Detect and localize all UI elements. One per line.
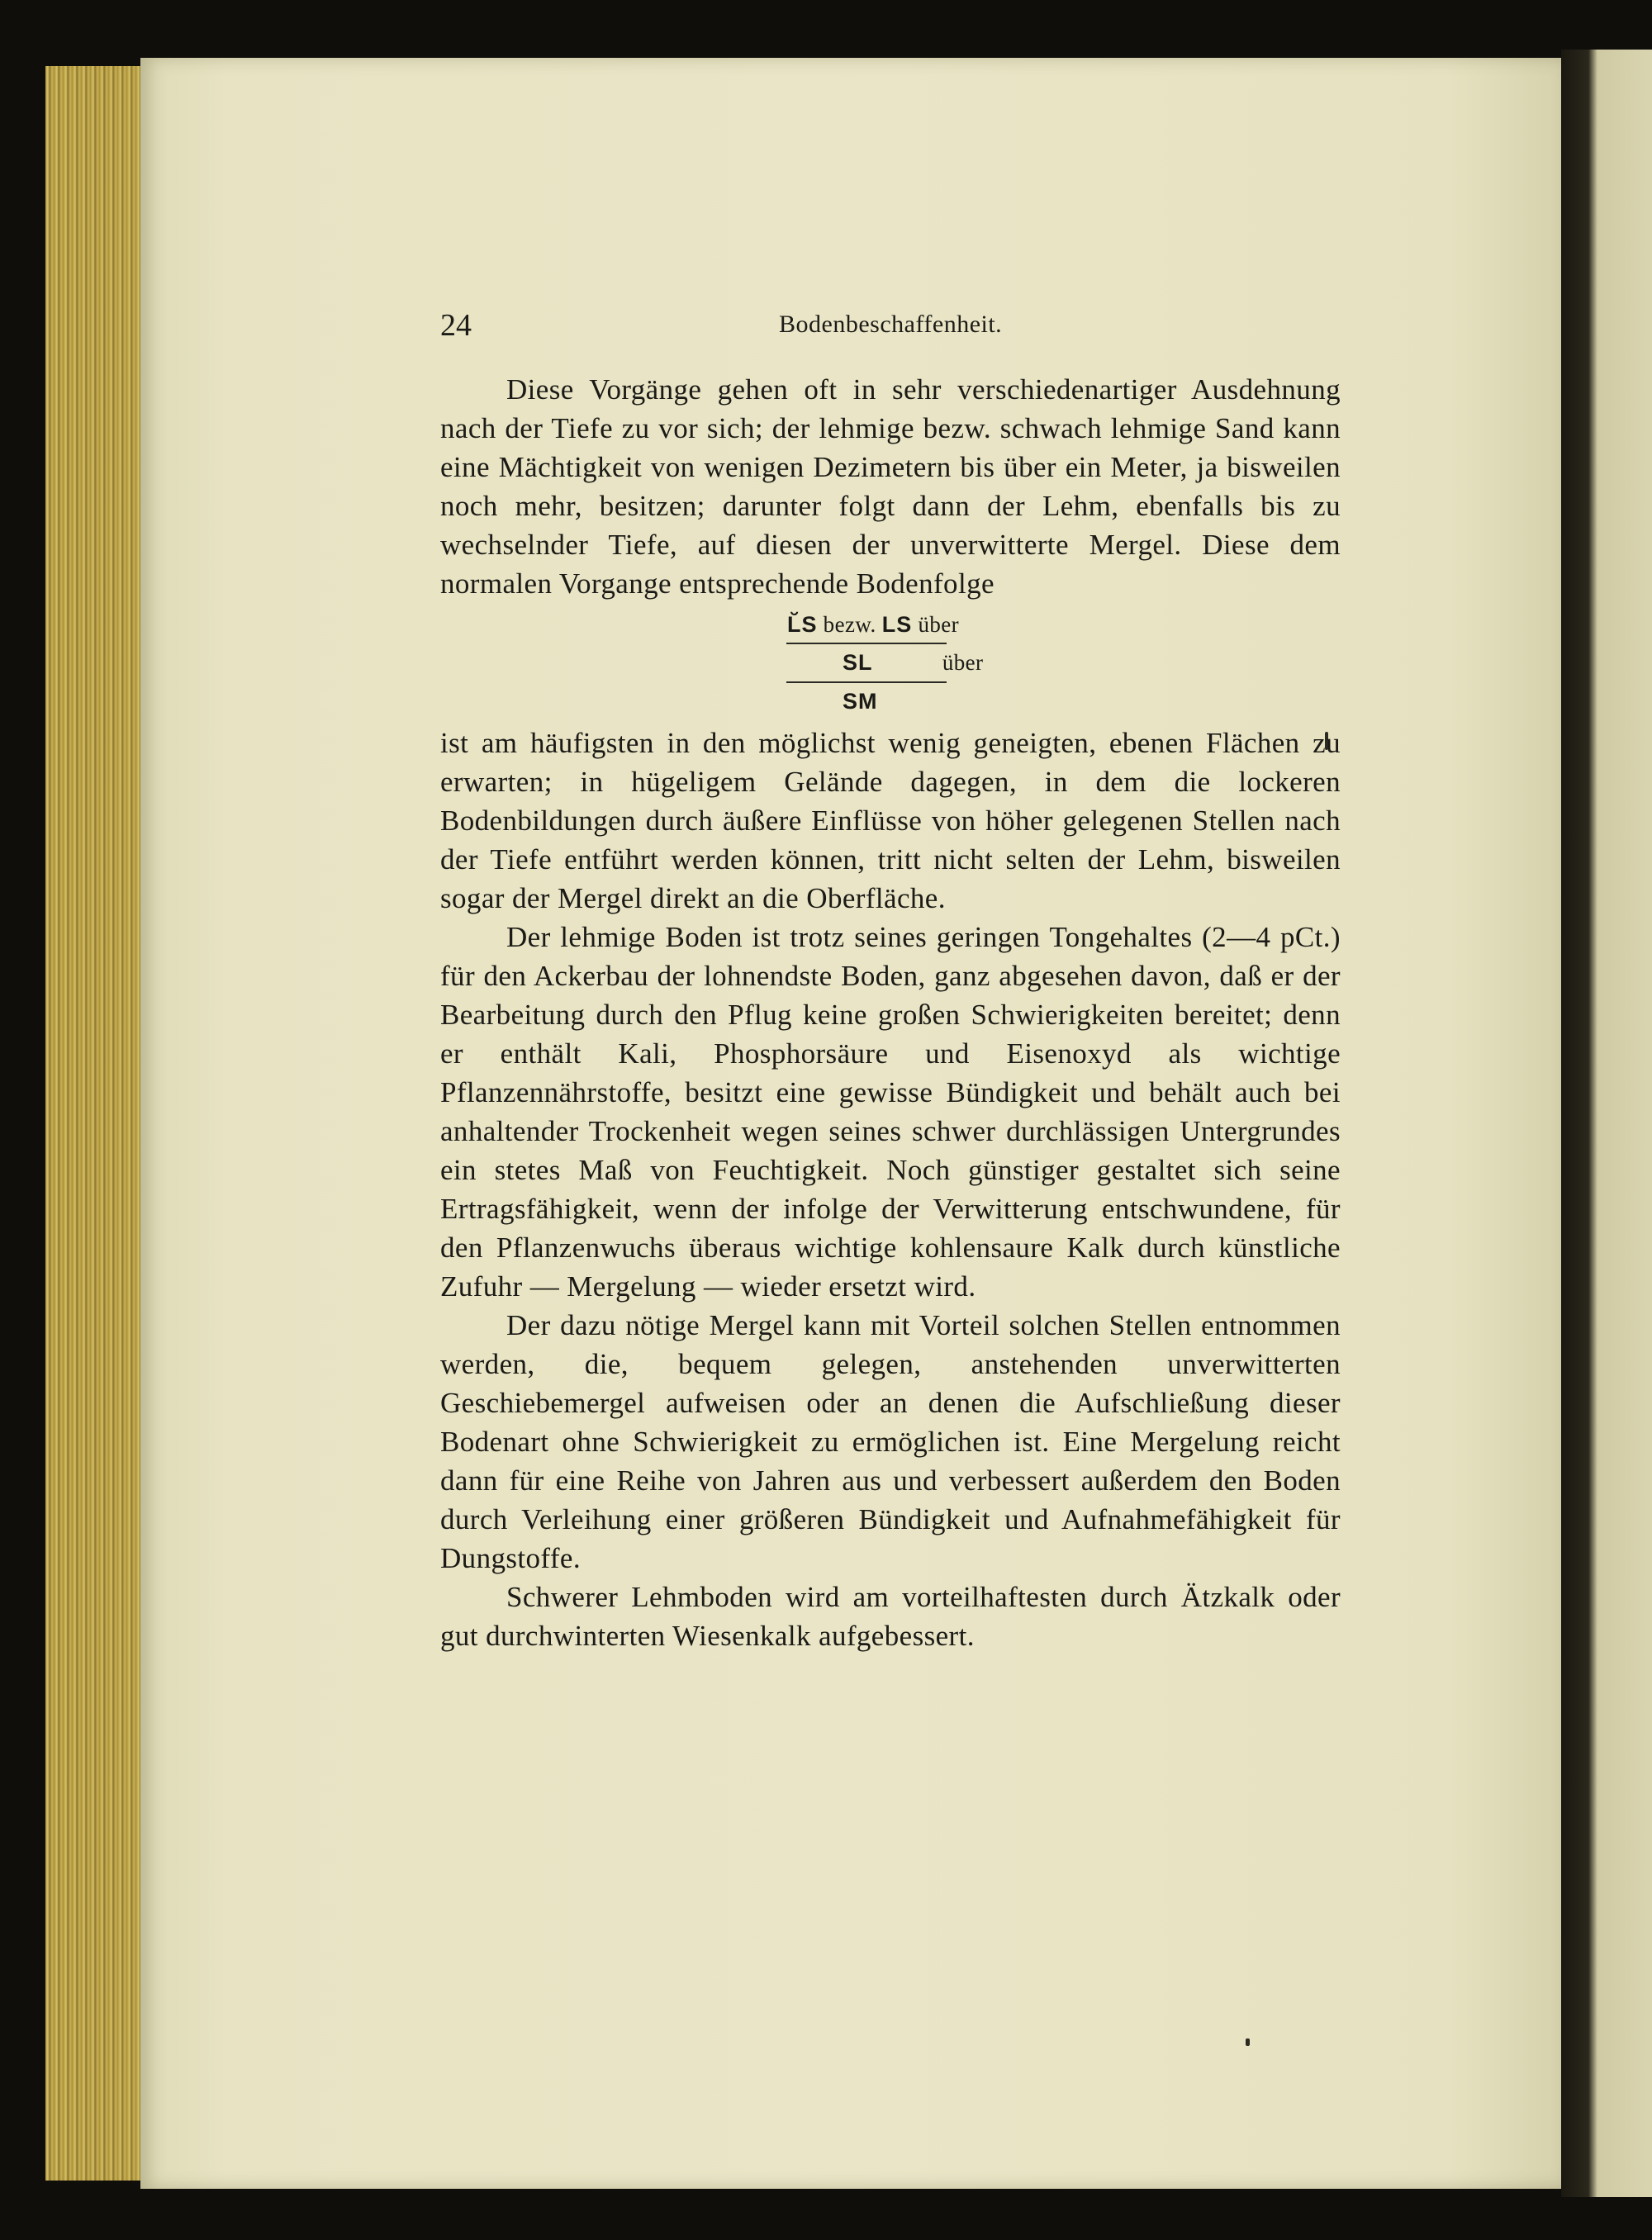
soil-code-loamy-sand: LS bbox=[881, 612, 913, 637]
facing-page-edge bbox=[1561, 50, 1652, 2197]
page-body bbox=[440, 370, 1341, 1655]
sequence-over-label: über bbox=[918, 612, 960, 637]
sequence-over-label: über bbox=[942, 650, 984, 675]
paper-speck bbox=[1246, 2038, 1250, 2046]
running-head bbox=[440, 307, 1365, 349]
paragraph: Schwerer Lehmboden wird am vorteilhaftesten durch Ätzkalk oder gut durchwinterten Wiesenkalk aufgebessert. bbox=[440, 1581, 1341, 1652]
sequence-row-1 bbox=[787, 606, 959, 643]
sequence-connector: bezw. bbox=[823, 612, 876, 637]
book-gilt-edge bbox=[45, 66, 153, 2181]
sequence-row-2 bbox=[843, 644, 983, 681]
paragraph: Diese Vorgänge gehen oft in sehr verschiedenartiger Ausdehnung nach der Tiefe zu vor sich; der lehmige bezw. schwach lehmige Sand kann eine Mächtigkeit von wenigen Dezimetern bis über ein Meter, ja bisweilen noch mehr, besitzen; darunter folgt dann der Lehm, ebenfalls bis zu wechselnder Tiefe, auf diesen der unverwitterte Mergel. Diese dem normalen Vorgange entsprechende Bodenfolge bbox=[440, 373, 1341, 600]
soil-sequence-diagram bbox=[440, 606, 1341, 720]
sequence-row-3 bbox=[843, 683, 878, 719]
soil-code-loam: SL bbox=[843, 650, 873, 675]
paragraph: ist am häufigsten in den möglichst wenig geneigten, ebenen Flächen zu erwarten; in hügeligem Gelände dagegen, in dem die lockeren Bodenbildungen durch äußere Einflüsse von höher gelegenen Stellen nach der Tiefe entführt werden können, tritt nicht selten der Lehm, bisweilen sogar der Mergel direkt an die Oberfläche. bbox=[440, 727, 1341, 914]
page-title: Bodenbeschaffenheit. bbox=[779, 311, 1003, 338]
paragraph: Der dazu nötige Mergel kann mit Vorteil solchen Stellen entnommen werden, die, bequem gelegen, anstehenden unverwitterten Geschiebemergel aufweisen oder an denen die Aufschließung dieser Bodenart ohne Schwierigkeit zu ermöglichen ist. Eine Mergelung reicht dann für eine Reihe von Jahren aus und verbessert außerdem den Boden durch Verleihung einer größeren Bündigkeit und Aufnahmefähigkeit für Dungstoffe. bbox=[440, 1309, 1341, 1574]
paragraph: Der lehmige Boden ist trotz seines geringen Tongehaltes (2—4 pCt.) für den Ackerbau der lohnendste Boden, ganz abgesehen davon, daß er der Bearbeitung durch den Pflug keine großen Schwierigkeiten bereitet; denn er enthält Kali, Phosphorsäure und Eisenoxyd als wichtige Pflanzennährstoffe, besitzt eine gewisse Bündigkeit und behält auch bei anhaltender Trockenheit wegen seines schwer durchlässigen Untergrundes ein stetes Maß von Feuchtigkeit. Noch günstiger gestaltet sich seine Ertragsfähigkeit, wenn der infolge der Verwitterung entschwundene, für den Pflanzenwuchs überaus wichtige kohlensaure Kalk durch künstliche Zufuhr — Mergelung — wieder ersetzt wird. bbox=[440, 921, 1341, 1303]
soil-code-marl: SM bbox=[843, 689, 878, 714]
soil-code-weakly-loamy-sand: L̆S bbox=[787, 612, 818, 637]
page-number: 24 bbox=[440, 308, 472, 343]
